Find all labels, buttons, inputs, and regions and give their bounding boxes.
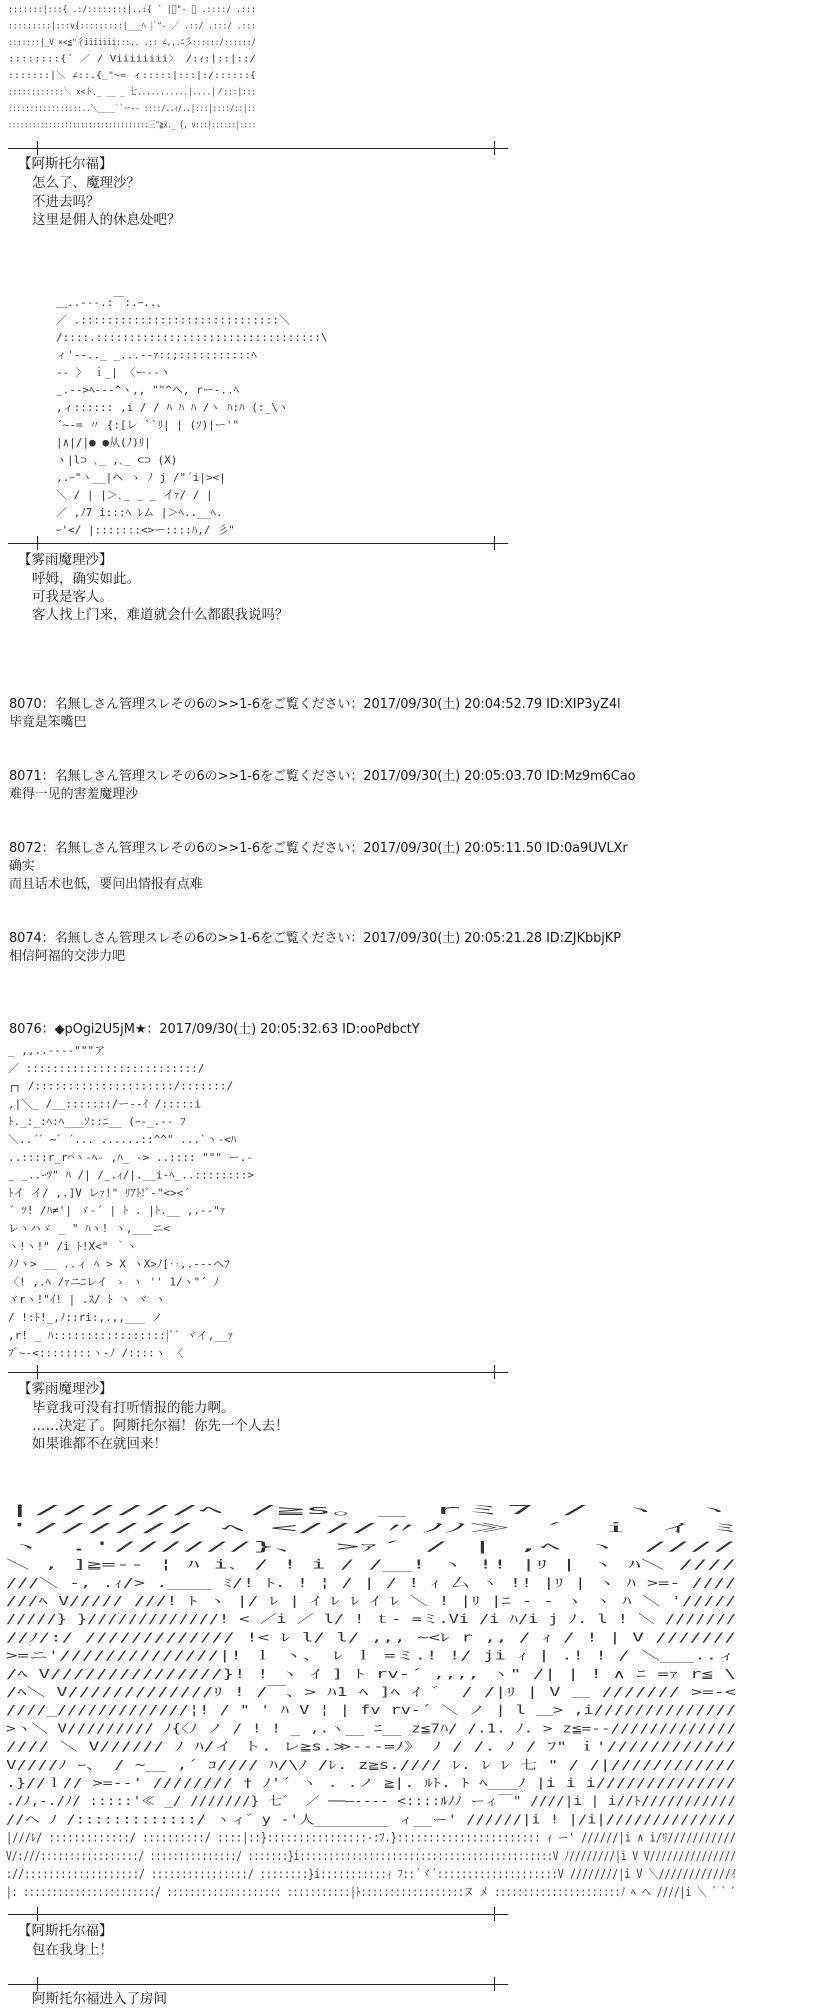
ascii-art-line: >=ニ'//////////////|! ｌ ヽ、 ﾚ ｌ =ミ.! !/ ji ｨ | .! ! / ＼___..ィ	[6, 1648, 736, 1663]
divider-tick	[494, 141, 495, 155]
ascii-art-line: ﾉﾉヽ> __ ..ィ ﾍ > X ヽX>ﾉ[‥,.-‐‐ヘﾌ	[8, 1257, 230, 1271]
ascii-art-line: :::::::|_V ×<≦"彳iiiiiii:::.. .:: ∠,,.ﾆ彡::::::/::::::/	[8, 38, 302, 48]
ascii-art-line: ┌┐ /:::::::::::::::::::::/:::::::/	[8, 1079, 234, 1093]
ascii-art-marisa-hat	[8, 1040, 298, 1370]
divider-tick	[494, 1907, 495, 1921]
ascii-art-line: _ ,,..--‐‐"""ア	[8, 1044, 106, 1057]
divider-rule	[8, 148, 508, 149]
ascii-art-line: :::::::|＼ ∠::.{_"~= ィ:::::|:::|:/::::::{	[8, 71, 232, 81]
ascii-art-line: ,r! _ ﾊ:::::::::::::::::|ﾟ゛ヾイ,__ｧ	[8, 1328, 234, 1342]
post-body: 难得一见的害羞魔理沙	[9, 787, 139, 802]
ascii-art-line: .}//ｌ// >=-‐' //////// † ﾉ'´ ヽ . .ノ ≧|. ﾙﾄ. ﾄ ﾍ___ﾉ |i i i//////////////	[6, 1776, 736, 1790]
ascii-art-line: ﾄイ イ/ ,.]V レｧ!" ﾘｱﾄ!ﾞ‐"<><´	[8, 1186, 190, 1200]
ascii-art-line: / !:ﾄ!_,ﾉ::ri:,.,,___ ノ	[8, 1311, 163, 1324]
post-header: 8076：◆pOgi2U5jM★：2017/09/30(土) 20:05:32.63 ID:ooPdbctY	[9, 1022, 420, 1037]
dialogue-line: 这里是佣人的休息处吧？	[32, 212, 181, 228]
ascii-art-line: :::::::|:::{ .:/::::::::|..:{ ´ |ﾞ"‐ ／ .::::/ .:::	[8, 5, 279, 15]
divider-tick	[494, 1365, 495, 1379]
ascii-art-line: ヽ|l⊃ ､_ ,､_ ⊂⊃ (X)	[56, 453, 178, 467]
ascii-art-line: ´~-= 〃 {:[レ ``ﾘ| | (ｿ)|ー'"	[56, 418, 240, 432]
ascii-art-line: ://:::::::::::::::::::/ ::::::::::::::::/ ::::::::}i:::::::::::ｨ ﾌ::´ヾ´::::::::::::::::::::V ////////|i V ＼////////////ｲ	[6, 1867, 736, 1881]
ascii-art-line: :::::::::|:::v{:::::::::|___ﾍ |ﾞ"‐ ／ .::/ .:::/ .:::	[8, 21, 289, 32]
ascii-art-line: ./ﾉ,-./ﾉ/ :::::'≪ _/ ///////} 七゛ ／ ──―‐-‐‐ <::::ﾙﾉﾉ ーィ￣" ////|i | i//ﾄ///////////	[6, 1794, 617, 1809]
ascii-art-line: ..::::r_r⌒ヽ-ﾍ- ,ﾊ_ -> ..:::: """ ー.-	[8, 1150, 253, 1164]
ascii-art-line: /::::.::::::::::::::::::::::::::::::::::\	[56, 331, 328, 344]
ascii-art-wide-scene	[6, 1500, 746, 1912]
dialogue-line: 怎么了、魔理沙？	[32, 175, 140, 191]
ascii-art-line: |///ﾚ/ :::::::::::::/ ::::::::::/ ::::|::}::::::::::::::::-:ﾌ.}::::::::::::::::::::::: ｨ ー' //////|i ∧ i/ﾘ///////////	[6, 1830, 736, 1845]
dialogue-line: ……决定了。阿斯托尔福！你先一个人去！	[32, 1418, 289, 1434]
ascii-art-line: ´ ﾂ! /ﾊ≠'| ゞ-´ | ﾄ . |ﾄ.__ ,.-‐"ｧ	[8, 1204, 226, 1218]
post-header: 8070：名無しさん管理スレその6の>>1-6をご覧ください：2017/09/30(土) 20:04:52.79 ID:XIP3yZ4l	[9, 697, 621, 712]
ascii-art-marisa-face	[56, 292, 328, 540]
divider-tick	[37, 141, 38, 155]
ascii-art-line: ,.ｰ"ヽ__|ヘ ゝ ﾉ j /"´i|><|	[56, 471, 226, 484]
dialogue-line: 如果谁都不在就回来！	[32, 1436, 167, 1452]
ascii-art-line: ‐- 〉 ｉ_| 〈ー-‐ヽ	[56, 366, 171, 379]
ascii-art-line: /////} }/////////////! < ／i ／ l/ ! ｔ- =ミ.Vi /i ﾊ/i j ﾉ. l ! ＼ ///////	[6, 1612, 736, 1627]
divider-tick	[37, 536, 38, 550]
ascii-art-line: ::::::::::::＼ x<ト､_ __ _ 七...........|....|ノ:::|:::	[8, 87, 298, 98]
post-body: 而且话术也低，要问出情报有点难	[9, 877, 203, 892]
divider-tick	[37, 1365, 38, 1379]
divider-rule	[8, 1984, 508, 1985]
ascii-art-line: ＼ / | |＞､_ _ _ イｧ/ / |	[56, 488, 213, 502]
dialogue-line: 客人找上门来，难道就会什么都跟我说吗？	[32, 607, 289, 623]
ascii-art-line: _.-‐>ﾍ--‐^ヽ,, ""^ヘ, rー-..ﾍ	[56, 383, 240, 397]
dialogue-speaker: 【阿斯托尔福】	[18, 1923, 113, 1939]
ascii-art-top-fragment	[8, 0, 343, 140]
ascii-art-line: |∧|/|● ●从(ﾉ)ﾘ|	[56, 436, 151, 449]
ascii-art-line: ／ ::::::::::::::::::::::::::/	[8, 1061, 205, 1075]
ascii-art-line: ヽ .'//////}、 >ｧ´ / | ,ﾍ ヽ ////	[6, 1539, 736, 1554]
dialogue-line: 阿斯托尔福进入了房间	[32, 1991, 167, 2007]
dialogue-line: 毕竟我可没有打听情报的能力啊。	[32, 1400, 235, 1416]
ascii-art-line: :::::::::::::::::..＼____``ー-- ::::/..ｨ/..|:::|::::/::|::	[8, 104, 318, 114]
post-header: 8074：名無しさん管理スレその6の>>1-6をご覧ください：2017/09/30(土) 20:05:21.28 ID:ZJKbbjKP	[9, 931, 621, 946]
dialogue-speaker: 【阿斯托尔福】	[18, 156, 113, 172]
ascii-art-line: ///＼ -, .ｨ/> .____ ﾐ/! ﾄ. ! ¦ / | / ! ｨ 厶 ヽ !! |ﾘ | ヽ ﾊ >=‐ ////	[6, 1575, 736, 1590]
ascii-art-line: ///ﾍ V///// ///! ﾄ ヽ |/ ﾚ | ｲ ﾚ ﾚ ｲ ﾚ ＼ ! |ﾘ |ﾆ ‐ ‐ ヽ ヽ ﾊ ＼ '/////	[6, 1594, 736, 1608]
post-header: 8071：名無しさん管理スレその6の>>1-6をご覧ください：2017/09/30(土) 20:05:03.70 ID:Mz9m6Cao	[9, 769, 636, 784]
ascii-art-line: :::::::::::::::::::::::::::::::::::三"≧x._ {, v:::|::::::|::::	[8, 120, 343, 131]
divider-tick	[37, 1977, 38, 1991]
ascii-art-line: レヽハゞ _ " ﾊヽ! ヽ,___ニ<	[8, 1222, 170, 1235]
ascii-art-line: ／ .::::::::::::::::::::::::::::::＼	[56, 313, 290, 327]
divider-rule	[8, 543, 508, 544]
ascii-art-line: //ﾉ/:/ ///////////// !< ﾚ l/ l/ ,,, ~<ﾚ r ,, / ｨ / ! | V ///////	[6, 1630, 736, 1645]
ascii-art-line: _ _..ｰﾂ" ﾊ /| /_.ｨ/|.__i‐ﾍ_..::::::::>	[8, 1168, 255, 1182]
ascii-art-line: ,ィ:::::: ,i / / ﾊ ﾊ ﾊ /ヽ ﾊ:ﾊ (:_\ヽ	[56, 401, 289, 414]
ascii-art-line: ＿..-‐-.:￣:.ｰ..、	[56, 296, 168, 309]
ascii-art-line: ////_/////////////¦! / " ' ﾊ V ¦ | fv rv-´ ＼ ノ | l ＿> ,i//////////////	[6, 1703, 736, 1718]
ascii-art-line: 〈! ,.ﾍ /ｧニﾆレイ ゝ ヽ '' 1/ヽ"´ ﾉ	[8, 1275, 220, 1289]
ascii-art-line: ｰ'</ |:::::::<>ー::::ﾊ,/ 彡"	[56, 523, 235, 537]
ascii-art-line: ﾄ._:_:ﾍ:ﾍ___ｿ::ﾆ__ (ｰ-_.‐- ﾌ	[8, 1115, 186, 1129]
ascii-art-line: >ヽ＼ V///////// ﾉ{〈ﾉ ノ / ! ! _ ,.ヽ__ ﾆ__ z≦7ﾊ/ /.1. ﾉ. > z≦=-‐/////////////	[6, 1721, 736, 1736]
dialogue-line: 可我是客人。	[32, 589, 113, 605]
ascii-art-line: /ﾍ V///////////////}! ! ヽ ｲ ] ﾄ rv-´ ,,,, ヽ" /| | ! ∧ ﾆ =ｧ r≦ \	[6, 1666, 736, 1681]
ascii-art-line: V/:///:::::::::::::::::/ :::::::::::::::/ :::::::}i::::::::::::::::::::::::::::::::::::::::::::V ﾉ////////|i V V///////////////	[6, 1848, 736, 1863]
dialogue-speaker: 【雾雨魔理沙】	[18, 1381, 113, 1397]
ascii-art-line: ィ'‐-.._ _...-‐ｧ::;:::::::::::ﾍ	[56, 348, 257, 362]
ascii-art-line: ヽ!ヽ!" /i ﾄ!X<" ｀ヽ	[8, 1239, 137, 1253]
dialogue-speaker: 【雾雨魔理沙】	[18, 552, 113, 568]
divider-tick	[37, 1907, 38, 1921]
ascii-art-line: |//////ﾍ /≧s。_ rミ7 / ヽ ヽ	[6, 1503, 736, 1517]
ascii-art-line: '////// ﾍ <///〃ﾉﾉ≫ ´ ｉ ｲ ﾐ	[6, 1521, 736, 1536]
ascii-art-line: |: :::::::::::::::::::::::/ :::::::::::::::::::: :::::::::::|ﾄ::::::::::::::::::ヌ メ ::::::::::::::::::::::ﾉ ﾍ ヘ ////|i ＼ ゛゛ﾞ	[6, 1885, 736, 1900]
ascii-art-line: ,|＼_ /__:::::::/ー--ｲ /:::::i	[8, 1097, 202, 1111]
ascii-art-line: ＼..´゛~゛´... ......::^^" ...`ヽ-<ﾊ	[8, 1133, 237, 1146]
dialogue-line: 呼姆，确实如此。	[32, 571, 140, 587]
divider-rule	[8, 1914, 508, 1915]
ascii-art-line: //// ＼ V////// ﾉ ﾊ/イ ト. レ≧s.≫-‐‐=ﾉ》 ﾉ / /. ﾉ / ﾌ" ｉ'////////////	[6, 1739, 736, 1754]
divider-rule	[8, 1372, 508, 1373]
ascii-art-line: /ﾍ＼ V/////////////ﾘ ! /￣、> ﾊ1 ﾍ ]ﾍ ｲ ゛ / /|ﾘ | V ＿ /////// >=‐<	[6, 1685, 477, 1699]
post-body: 毕竟是笨嘴巴	[9, 715, 87, 730]
post-header: 8072：名無しさん管理スレその6の>>1-6をご覧ください：2017/09/30(土) 20:05:11.50 ID:0a9UVLXr	[9, 841, 628, 856]
ascii-art-line: ＼ , ]≧=-‐ ¦ ﾊ i､ / ! i / /__! ヽ !! |ﾘ | ヽ ﾊ＼ ////	[6, 1557, 736, 1572]
post-body: 相信阿福的交涉力吧	[9, 949, 126, 964]
dialogue-line: 不进去吗？	[32, 194, 100, 210]
ascii-art-line: V////ﾉ ｰ、 / ~__ ,´ ｺ//// ﾊ/\ﾉ /ﾚ. z≧s.//// ﾚ. ﾚ ﾚ 七 " / /|////////////	[6, 1757, 511, 1772]
ascii-art-line: ／ ,ﾉ7 i:::ﾍ ﾚム |＞ﾍ..__ﾍ.	[56, 506, 223, 519]
divider-tick	[494, 1977, 495, 1991]
ascii-art-line: //ヘ ﾉ /:::::::::::::/ ヽィ゛y ‐'人________ ィ__ー' //////|i ! |/i|//////////////	[6, 1812, 736, 1827]
ascii-art-line: ヾrヽ!"ｲ! | .ｽ/ ﾄ ヽ ヾ ヽ	[8, 1293, 166, 1307]
ascii-art-line: ::::::::{´ ／ / Viiiiiiii〉 /:ｨ:|::|::/	[8, 54, 215, 65]
ascii-art-line: ﾌﾞ~-<::::::::ヽ-ﾉ /::::ヽ 〈	[8, 1346, 184, 1360]
divider-tick	[494, 536, 495, 550]
dialogue-line: 包在我身上！	[32, 1942, 113, 1958]
post-body: 确实	[9, 859, 35, 874]
